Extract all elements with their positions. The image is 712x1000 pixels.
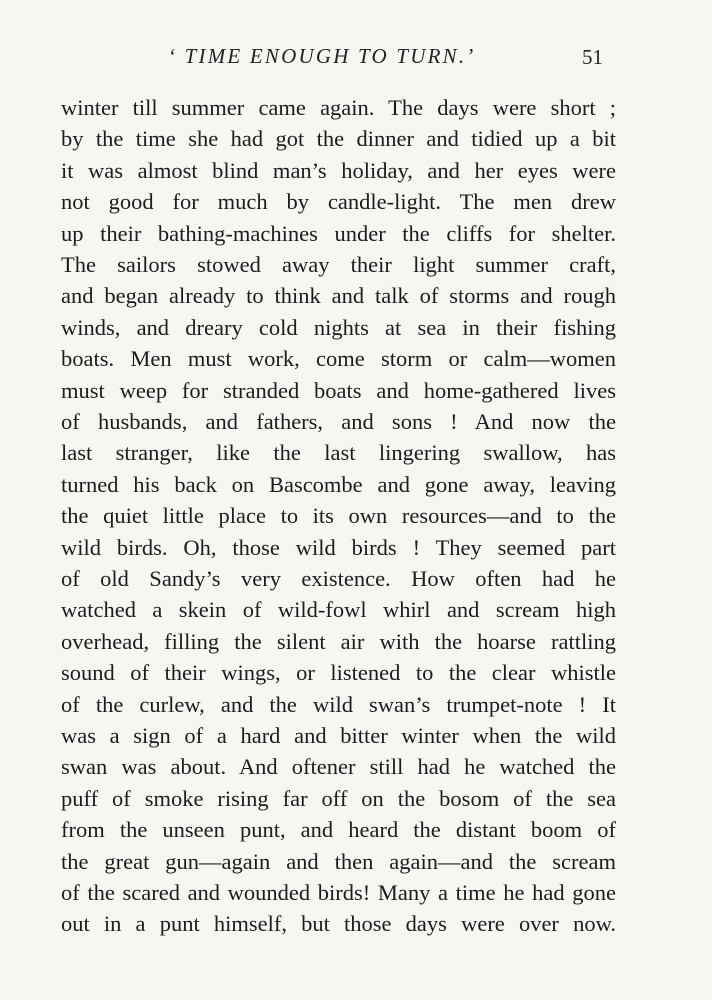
- text-line: of the curlew, and the wild swan’s trumpet-note ! It: [61, 691, 616, 717]
- text-line: swan was about. And oftener still had he watched the: [61, 754, 616, 780]
- text-line: puff of smoke rising far off on the bosom of the sea: [61, 785, 616, 811]
- text-line: by the time she had got the dinner and tidied up a bit: [61, 126, 616, 152]
- text-line: winter till summer came again. The days were short ;: [61, 95, 616, 120]
- page-number: 51: [582, 45, 603, 69]
- text-line: The sailors stowed away their light summer craft,: [61, 252, 616, 277]
- text-line: of the scared and wounded birds! Many a time he had gone: [61, 880, 616, 905]
- text-line: the great gun—again and then again—and the scream: [61, 848, 616, 874]
- text-line: was a sign of a hard and bitter winter when the wild: [61, 723, 616, 748]
- text-line: it was almost blind man’s holiday, and her eyes were: [61, 157, 616, 183]
- text-line: wild birds. Oh, those wild birds ! They seemed part: [61, 534, 616, 560]
- text-line: sound of their wings, or listened to the clear whistle: [61, 660, 616, 686]
- page-header: [0, 44, 712, 74]
- text-line: and began already to think and talk of storms and rough: [61, 283, 616, 309]
- text-line: up their bathing-machines under the cliffs for shelter.: [61, 220, 616, 246]
- text-line: winds, and dreary cold nights at sea in their fishing: [61, 314, 616, 340]
- text-line: out in a punt himself, but those days were over now.: [61, 911, 616, 937]
- text-line: must weep for stranded boats and home-gathered lives: [61, 377, 616, 403]
- text-line: overhead, filling the silent air with the hoarse rattling: [61, 628, 616, 654]
- text-line: not good for much by candle-light. The men drew: [61, 189, 616, 215]
- text-line: from the unseen punt, and heard the distant boom of: [61, 817, 616, 843]
- text-line: of husbands, and fathers, and sons ! And now the: [61, 409, 616, 434]
- running-title: ‘ TIME ENOUGH TO TURN.’: [168, 44, 476, 68]
- text-line: the quiet little place to its own resources—and to the: [61, 503, 616, 529]
- text-line: of old Sandy’s very existence. How often had he: [61, 566, 616, 591]
- text-line: watched a skein of wild-fowl whirl and scream high: [61, 597, 616, 623]
- text-line: turned his back on Bascombe and gone away, leaving: [61, 471, 616, 497]
- text-line: last stranger, like the last lingering swallow, has: [61, 440, 616, 466]
- text-line: boats. Men must work, come storm or calm—women: [61, 346, 616, 372]
